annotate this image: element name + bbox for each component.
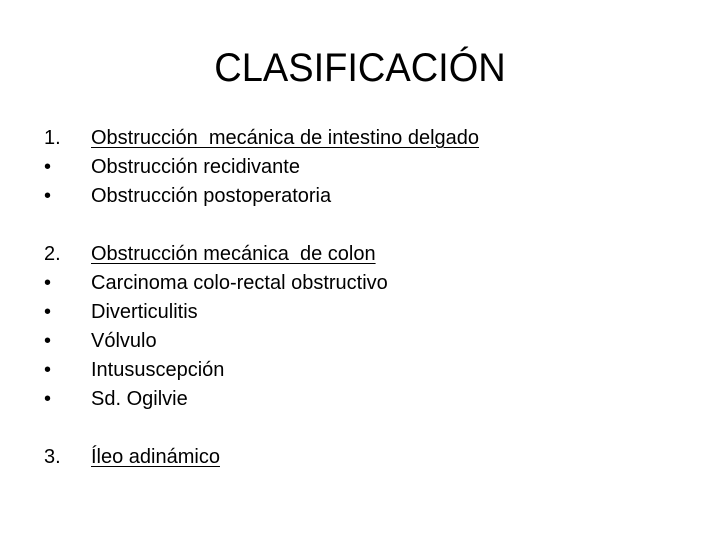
list-heading-text: Obstrucción mecánica de colon	[91, 243, 376, 265]
list-item	[44, 269, 684, 298]
list-item	[44, 356, 684, 385]
slide-title: CLASIFICACIÓN	[214, 46, 506, 90]
bullet-icon: •	[44, 185, 52, 207]
list-spacer	[44, 414, 684, 443]
list-heading-small-bowel	[44, 124, 684, 153]
list-heading-ileus	[44, 443, 684, 472]
bullet-icon: •	[44, 301, 52, 323]
list-item-text: Obstrucción postoperatoria	[91, 185, 332, 207]
list-item-text: Vólvulo	[91, 330, 157, 352]
list-item-text: Sd. Ogilvie	[91, 388, 188, 410]
list-number: 2.	[44, 243, 61, 265]
list-spacer	[44, 211, 684, 240]
list-item-text: Diverticulitis	[91, 301, 198, 323]
list-number: 3.	[44, 446, 61, 468]
list-item	[44, 182, 684, 211]
bullet-icon: •	[44, 388, 52, 410]
classification-list	[44, 124, 684, 472]
list-heading-text: Obstrucción mecánica de intestino delgado	[91, 127, 480, 149]
list-item-text: Carcinoma colo-rectal obstructivo	[91, 272, 388, 294]
bullet-icon: •	[44, 330, 52, 352]
list-item-text: Intususcepción	[91, 359, 225, 381]
list-item	[44, 298, 684, 327]
list-item	[44, 327, 684, 356]
list-item-text: Obstrucción recidivante	[91, 156, 300, 178]
list-item	[44, 153, 684, 182]
bullet-icon: •	[44, 156, 52, 178]
list-heading-colon	[44, 240, 684, 269]
list-heading-text: Íleo adinámico	[91, 446, 220, 468]
bullet-icon: •	[44, 272, 52, 294]
bullet-icon: •	[44, 359, 52, 381]
list-item	[44, 385, 684, 414]
list-number: 1.	[44, 127, 61, 149]
